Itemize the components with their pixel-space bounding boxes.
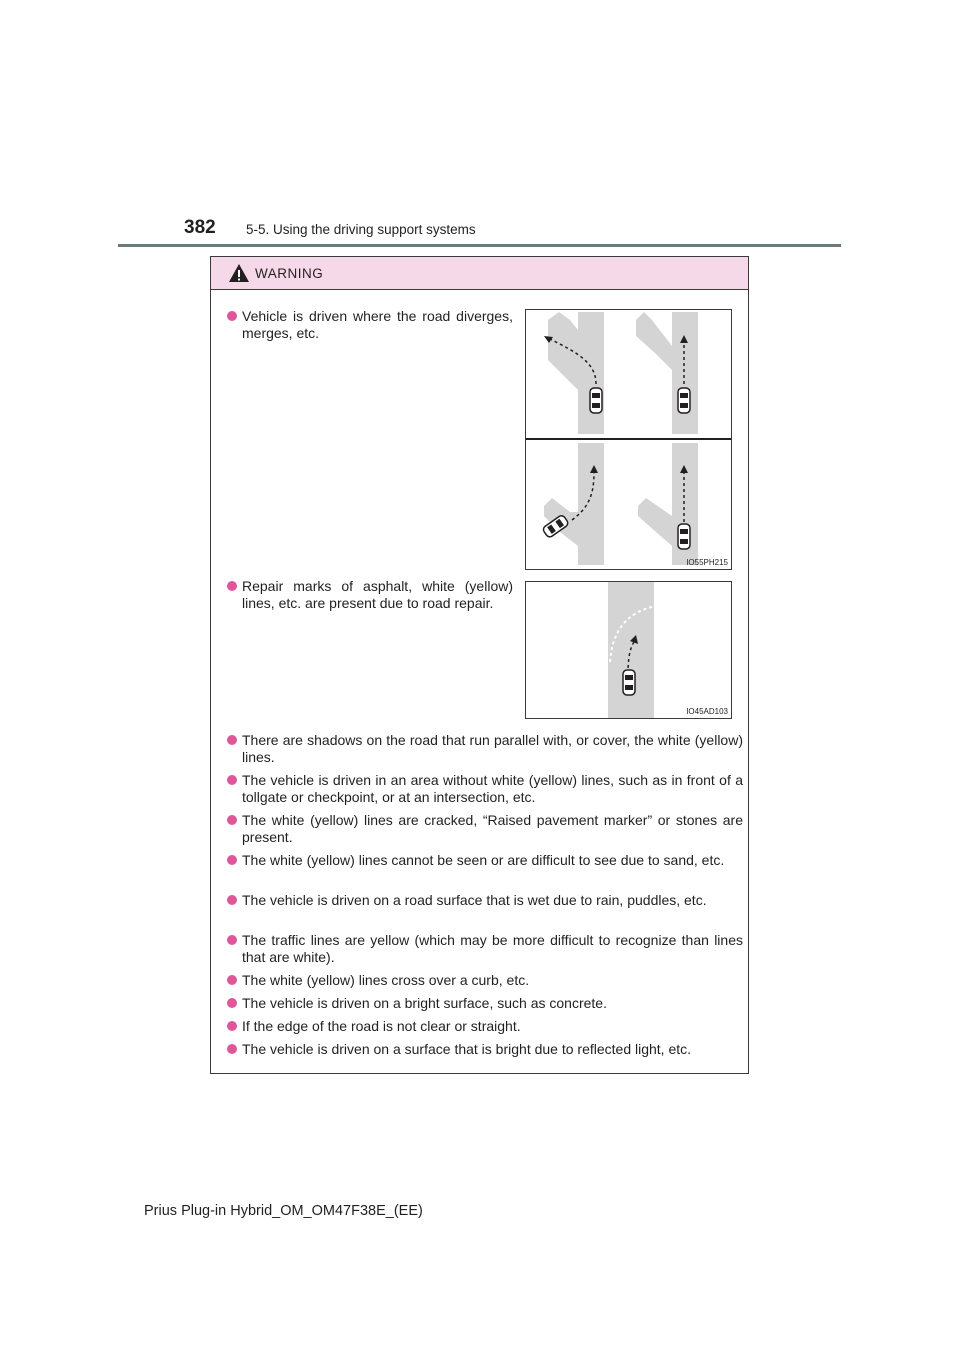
- bullet-dot-icon: [227, 735, 237, 745]
- warning-item-text: The vehicle is driven on a surface that is bright due to reflected light, etc.: [242, 1041, 692, 1057]
- bullet-dot-icon: [227, 998, 237, 1008]
- warning-item-text: If the edge of the road is not clear or straight.: [242, 1018, 521, 1034]
- warning-item: [227, 995, 743, 1012]
- figure-code: IO55PH215: [686, 558, 728, 567]
- warning-item-text: The white (yellow) lines are cracked, “Raised pavement marker” or stones are present.: [242, 812, 743, 845]
- warning-item-text: The traffic lines are yellow (which may be more difficult to recognize than lines that are white).: [242, 932, 743, 965]
- bullet-dot-icon: [227, 935, 237, 945]
- bullet-dot-icon: [227, 895, 237, 905]
- section-title: 5-5. Using the driving support systems: [246, 222, 476, 237]
- warning-item: [227, 578, 513, 612]
- warning-item: [227, 1018, 743, 1035]
- bullet-dot-icon: [227, 815, 237, 825]
- warning-item: [227, 1041, 743, 1058]
- bullet-dot-icon: [227, 775, 237, 785]
- warning-item-text: The vehicle is driven on a road surface that is wet due to rain, puddles, etc.: [242, 892, 707, 908]
- warning-triangle-icon: [228, 263, 250, 283]
- bullet-dot-icon: [227, 311, 237, 321]
- warning-item: [227, 892, 743, 909]
- warning-item-text: Repair marks of asphalt, white (yellow) lines, etc. are present due to road repair.: [242, 578, 513, 611]
- footer-manual-id: Prius Plug-in Hybrid_OM_OM47F38E_(EE): [144, 1203, 423, 1219]
- car-icon: [623, 670, 635, 695]
- bullet-dot-icon: [227, 1044, 237, 1054]
- header-rule: [118, 244, 841, 247]
- figure-code: IO45AD103: [686, 707, 728, 716]
- warning-item-text: Vehicle is driven where the road diverges, merges, etc.: [242, 308, 513, 341]
- warning-item: [227, 972, 743, 989]
- warning-item: [227, 732, 743, 766]
- figure-road-diverge-merge: [525, 309, 732, 570]
- warning-header: [211, 257, 748, 290]
- warning-item: [227, 932, 743, 966]
- bullet-dot-icon: [227, 975, 237, 985]
- warning-item-text: There are shadows on the road that run parallel with, or cover, the white (yellow) lines.: [242, 732, 743, 765]
- warning-item: [227, 772, 743, 806]
- car-icon: [678, 524, 690, 549]
- figure-road-repair: [525, 581, 732, 719]
- warning-item: [227, 852, 743, 869]
- car-icon: [678, 388, 690, 413]
- car-icon: [590, 388, 602, 413]
- warning-item-text: The white (yellow) lines cannot be seen or are difficult to see due to sand, etc.: [242, 852, 725, 868]
- warning-item-text: The vehicle is driven in an area without white (yellow) lines, such as in front of a tollgate or checkpoint, or at an intersection, etc.: [242, 772, 743, 805]
- bullet-dot-icon: [227, 581, 237, 591]
- warning-item: [227, 308, 513, 342]
- page-number: 382: [184, 217, 216, 238]
- warning-item-text: The white (yellow) lines cross over a curb, etc.: [242, 972, 530, 988]
- warning-item-text: The vehicle is driven on a bright surface, such as concrete.: [242, 995, 607, 1011]
- bullet-dot-icon: [227, 1021, 237, 1031]
- warning-title: WARNING: [255, 266, 324, 281]
- bullet-dot-icon: [227, 855, 237, 865]
- warning-item: [227, 812, 743, 846]
